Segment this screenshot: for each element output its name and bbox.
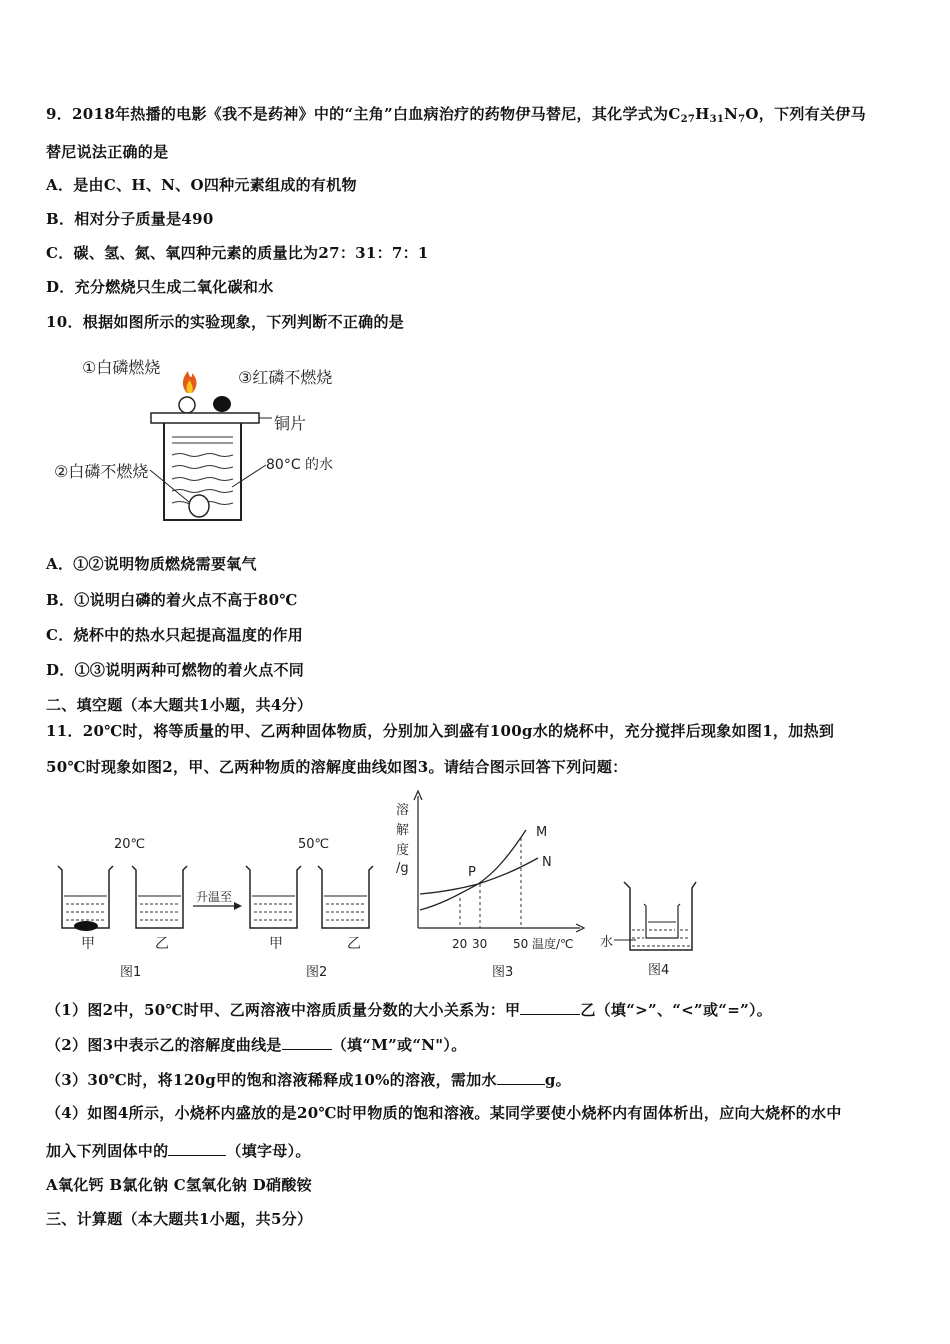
fig2-label-jia: 甲	[269, 936, 283, 952]
q10-option-c: C．烧杯中的热水只起提高温度的作用	[46, 626, 304, 644]
curve-M-label: M	[536, 825, 548, 840]
q10-option-b: B．①说明白磷的着火点不高于80℃	[46, 591, 298, 609]
copper-plate	[151, 413, 259, 423]
flame-icon	[183, 371, 197, 393]
label-red-phosphorus-not-burning: ③红磷不燃烧	[238, 368, 333, 387]
formula-n: N	[724, 105, 739, 123]
q11-part-4-line1: （4）如图4所示，小烧杯内盛放的是20℃时甲物质的饱和溶液。某同学要使小烧杯内有固体析出，应向大烧杯的水中	[46, 1104, 842, 1122]
white-phosphorus-on-plate	[179, 397, 195, 413]
q11-part-2-text-b: （填“M”或“N"）。	[331, 1036, 467, 1054]
fig2-beaker-jia	[246, 866, 301, 928]
fig1-caption: 图1	[120, 965, 142, 980]
arrow-label: 升温至	[196, 890, 233, 904]
y-label-1: 溶	[396, 803, 410, 818]
label-hot-water: 80°C 的水	[266, 457, 334, 473]
q11-part-4-line2	[46, 1140, 311, 1161]
q9-stem-part-b: O，下列有关伊马	[745, 105, 866, 123]
label-white-phosphorus-not-burning: ②白磷不燃烧	[54, 462, 149, 481]
label-white-phosphorus-burning: ①白磷燃烧	[82, 358, 161, 377]
q11-part-3	[46, 1069, 571, 1090]
x-axis-label: 温度/℃	[532, 937, 574, 951]
white-phosphorus-in-water	[189, 495, 209, 517]
q10-option-a: A．①②说明物质燃烧需要氧气	[46, 555, 257, 573]
section-3-heading: 三、计算题（本大题共1小题，共5分）	[46, 1210, 313, 1228]
q11-part-2	[46, 1034, 467, 1055]
solubility-figures	[48, 788, 910, 988]
q11-stem-line2: 50℃时现象如图2，甲、乙两种物质的溶解度曲线如图3。请结合图示回答下列问题：	[46, 758, 628, 776]
fig4-water-label: 水	[600, 935, 614, 950]
fig3-solubility-chart	[396, 791, 584, 980]
fig1-temperature: 20℃	[114, 837, 146, 852]
q11-stem-line1: 11．20℃时，将等质量的甲、乙两种固体物质，分别加入到盛有100g水的烧杯中，充分搅拌后现象如图1，加热到	[46, 722, 835, 740]
q11-part-1-text-a: （1）图2中，50℃时甲、乙两溶液中溶质质量分数的大小关系为：甲	[46, 1001, 521, 1019]
fig3-caption: 图3	[492, 965, 514, 980]
q11-choices: A氧化钙 B氯化钠 C氢氧化钠 D硝酸铵	[46, 1176, 312, 1194]
combustion-experiment-figure	[50, 345, 360, 530]
fig2-beaker-yi	[318, 866, 373, 928]
q9-stem-part-a: 9．2018年热播的电影《我不是药神》中的“主角”白血病治疗的药物伊马替尼，其化学式为C	[46, 105, 681, 123]
section-2-heading: 二、填空题（本大题共1小题，共4分）	[46, 696, 313, 714]
q9-option-a: A．是由C、H、N、O四种元素组成的有机物	[46, 176, 357, 194]
q11-part-4-text-c: （填字母）。	[226, 1142, 311, 1160]
q11-part-3-text-b: g。	[544, 1071, 571, 1089]
fig2-label-yi: 乙	[347, 936, 361, 952]
y-label-2: 解	[396, 823, 410, 838]
q10-stem: 10．根据如图所示的实验现象，下列判断不正确的是	[46, 313, 405, 331]
formula-sub-h: 31	[709, 114, 725, 125]
q11-part-1	[46, 999, 772, 1020]
x-tick-30: 30	[472, 937, 488, 951]
q11-part-4-text-b: 加入下列固体中的	[46, 1142, 169, 1160]
q10-option-d: D．①③说明两种可燃物的着火点不同	[46, 661, 305, 679]
hot-water-lines	[172, 437, 233, 505]
label-copper-plate: 铜片	[274, 414, 307, 433]
q9-stem-line2: 替尼说法正确的是	[46, 143, 169, 161]
formula-sub-c: 27	[680, 114, 696, 125]
answer-blank-3[interactable]	[497, 1070, 545, 1085]
curve-N-label: N	[542, 855, 552, 870]
fig1-label-yi: 乙	[155, 936, 169, 952]
q9-option-b: B．相对分子质量是490	[46, 210, 214, 228]
red-phosphorus	[213, 396, 231, 412]
fig4-nested-beakers	[600, 882, 696, 978]
formula-sub-n: 7	[738, 114, 746, 125]
curve-N	[420, 858, 538, 894]
fig2-temperature: 50℃	[298, 837, 330, 852]
x-tick-50: 50	[513, 937, 529, 951]
y-label-4: /g	[396, 861, 409, 876]
answer-blank-1[interactable]	[520, 1000, 580, 1015]
fig1-label-jia: 甲	[81, 936, 95, 952]
point-P-label: P	[468, 865, 476, 880]
fig4-caption: 图4	[648, 963, 670, 978]
q11-part-1-text-b: 乙（填“>”、“<”或“=”）。	[580, 1001, 773, 1019]
fig1-beaker-jia	[58, 866, 113, 931]
formula-h: H	[695, 105, 710, 123]
x-tick-20: 20	[452, 937, 468, 951]
fig2-caption: 图2	[306, 965, 328, 980]
q9-stem-line1	[46, 103, 866, 125]
q11-part-3-text-a: （3）30℃时，将120g甲的饱和溶液稀释成10%的溶液，需加水	[46, 1071, 497, 1089]
q9-option-d: D．充分燃烧只生成二氧化碳和水	[46, 278, 274, 296]
answer-blank-4[interactable]	[168, 1141, 226, 1156]
q11-part-2-text-a: （2）图3中表示乙的溶解度曲线是	[46, 1036, 282, 1054]
undissolved-solid	[74, 921, 98, 931]
q9-option-c: C．碳、氢、氮、氧四种元素的质量比为27：31：7：1	[46, 244, 429, 262]
answer-blank-2[interactable]	[282, 1035, 332, 1050]
y-label-3: 度	[396, 843, 410, 858]
fig1-beaker-yi	[132, 866, 187, 928]
